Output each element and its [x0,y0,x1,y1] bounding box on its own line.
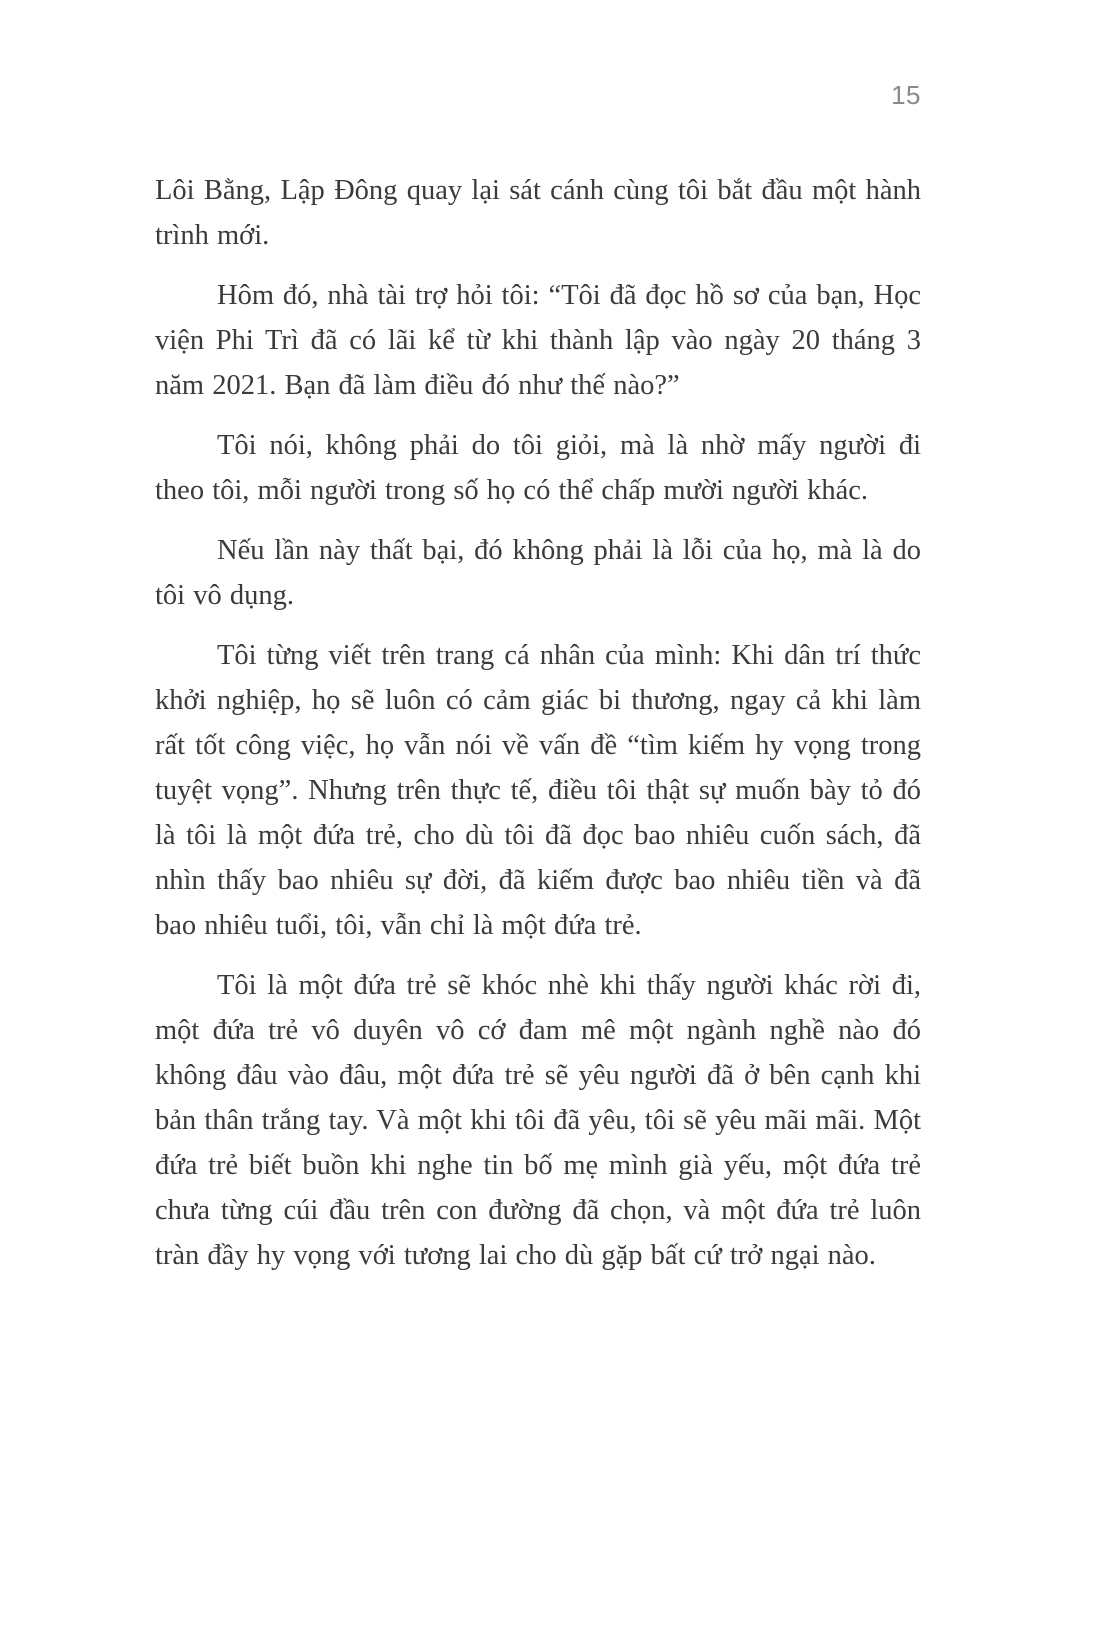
paragraph: Tôi là một đứa trẻ sẽ khóc nhè khi thấy người khác rời đi, một đứa trẻ vô duyên vô cớ đam mê một ngành nghề nào đó không đâu vào đâu, một đứa trẻ sẽ yêu người đã ở bên cạnh khi bản thân trắng tay. Và một khi tôi đã yêu, tôi sẽ yêu mãi mãi. Một đứa trẻ biết buồn khi nghe tin bố mẹ mình già yếu, một đứa trẻ chưa từng cúi đầu trên con đường đã chọn, và một đứa trẻ luôn tràn đầy hy vọng với tương lai cho dù gặp bất cứ trở ngại nào. [155,970,921,1271]
paragraph: Tôi nói, không phải do tôi giỏi, mà là nhờ mấy người đi theo tôi, mỗi người trong số họ có thể chấp mười người khác. [155,430,921,506]
page-number: 15 [891,80,921,110]
paragraph: Hôm đó, nhà tài trợ hỏi tôi: “Tôi đã đọc hồ sơ của bạn, Học viện Phi Trì đã có lãi kể từ khi thành lập vào ngày 20 tháng 3 năm 2021. Bạn đã làm điều đó như thế nào?” [155,280,921,401]
paragraph: Nếu lần này thất bại, đó không phải là lỗi của họ, mà là do tôi vô dụng. [155,535,921,611]
page-body-text [155,168,921,1293]
paragraph: Lôi Bằng, Lập Đông quay lại sát cánh cùng tôi bắt đầu một hành trình mới. [155,175,921,251]
paragraph: Tôi từng viết trên trang cá nhân của mình: Khi dân trí thức khởi nghiệp, họ sẽ luôn có cảm giác bi thương, ngay cả khi làm rất tốt công việc, họ vẫn nói về vấn đề “tìm kiếm hy vọng trong tuyệt vọng”. Nhưng trên thực tế, điều tôi thật sự muốn bày tỏ đó là tôi là một đứa trẻ, cho dù tôi đã đọc bao nhiêu cuốn sách, đã nhìn thấy bao nhiêu sự đời, đã kiếm được bao nhiêu tiền và đã bao nhiêu tuổi, tôi, vẫn chỉ là một đứa trẻ. [155,640,921,941]
